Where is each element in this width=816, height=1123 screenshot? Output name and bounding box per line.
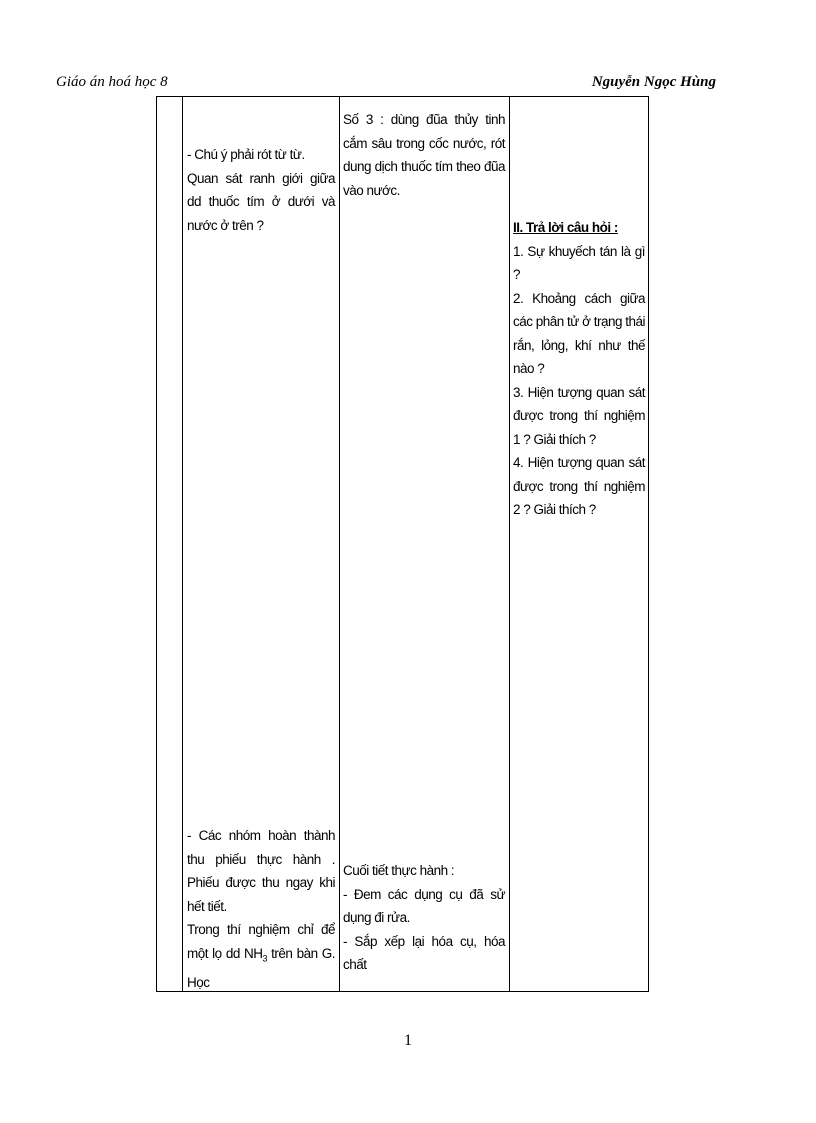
question-item: 4. Hiện tượng quan sát được trong thí nghiệm 2 ? Giải thích ?	[513, 455, 645, 517]
questions-heading: II. Trả lời câu hỏi :	[513, 220, 618, 235]
instruction-line: Quan sát ranh giới giữa dd thuốc tím ở dưới và nước ở trên ?	[187, 170, 335, 233]
question-item: 2. Khoảng cách giữa các phân tử ở trạng thái rắn, lỏng, khí như thế nào ?	[513, 290, 645, 376]
procedure-text: Số 3 : dùng đũa thủy tinh cắm sâu trong cốc nước, rót dung dịch thuốc tím theo đũa vào nước.	[343, 112, 505, 198]
lesson-table	[156, 96, 649, 992]
procedure-line: - Sắp xếp lại hóa cụ, hóa chất	[343, 933, 505, 972]
page-number: 1	[404, 1032, 412, 1049]
column-divider	[339, 97, 340, 991]
instruction-line: Trong thí nghiệm chỉ để một lọ dd $NH_3$ trên bàn G. Học	[187, 922, 335, 990]
instruction-line: - Các nhóm hoàn thành thu phiếu thực hành . Phiếu được thu ngay khi hết tiết.	[187, 828, 335, 914]
column-divider	[182, 97, 183, 991]
question-item: 3. Hiện tượng quan sát được trong thí nghiệm 1 ? Giải thích ?	[513, 384, 645, 447]
questions-column	[513, 216, 645, 522]
procedure-line: Cuối tiết thực hành :	[343, 863, 455, 878]
procedure-top	[343, 108, 505, 202]
teacher-instructions-bottom	[187, 824, 335, 994]
column-divider	[509, 97, 510, 991]
teacher-instructions-top	[187, 143, 335, 237]
instruction-line: - Chú ý phải rót từ từ.	[187, 147, 305, 162]
procedure-line: - Đem các dụng cụ đã sử dụng đi rửa.	[343, 886, 505, 925]
question-item: 1. Sự khuyếch tán là gì ?	[513, 243, 645, 282]
header-left: Giáo án hoá học 8	[56, 74, 168, 90]
header-right: Nguyễn Ngọc Hùng	[591, 74, 716, 90]
procedure-bottom	[343, 859, 505, 977]
